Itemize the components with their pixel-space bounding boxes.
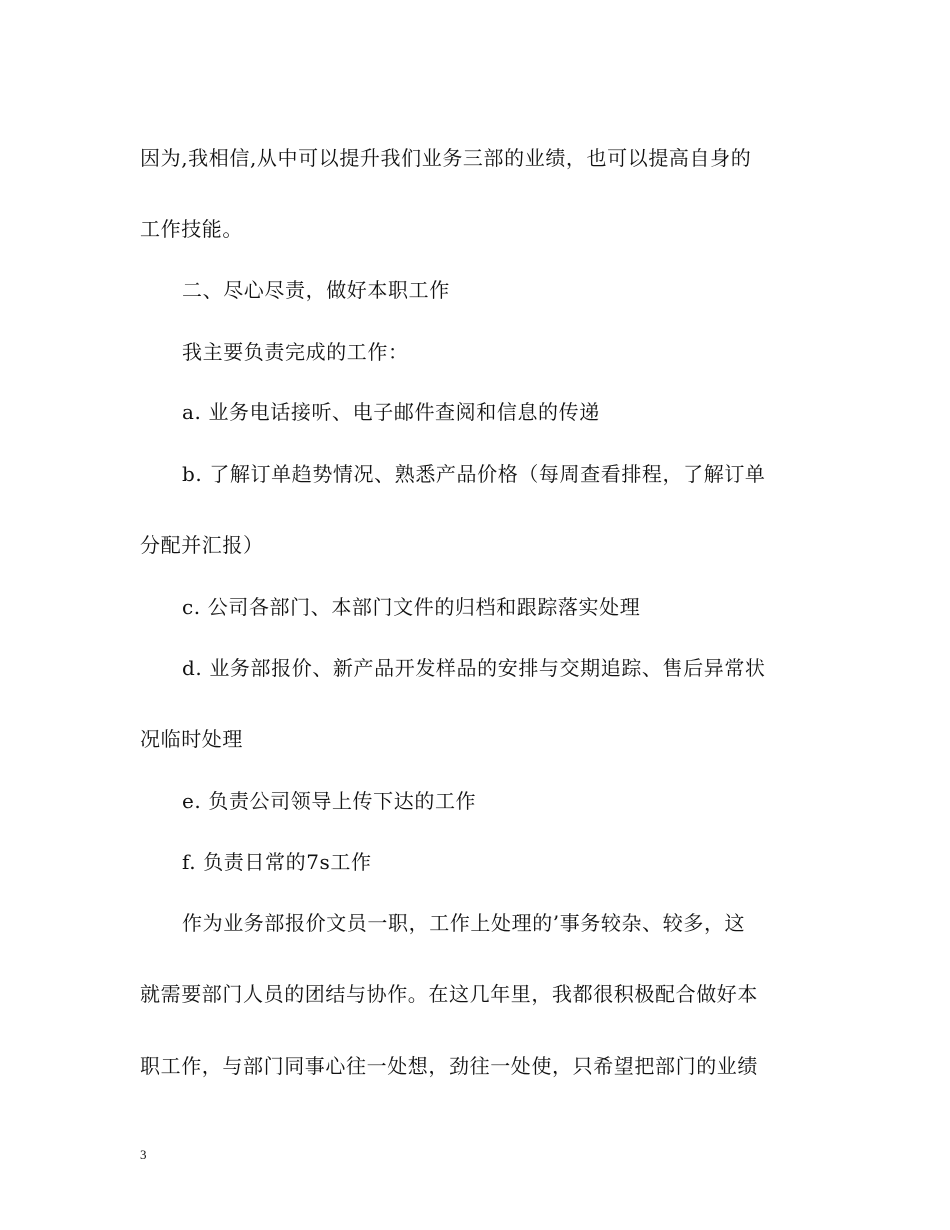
text-line: 因为,我相信,从中可以提升我们业务三部的业绩，也可以提高自身的 [140, 146, 752, 170]
list-item: f. 负责日常的7s工作 [182, 850, 372, 874]
section-heading: 二、尽心尽责，做好本职工作 [182, 278, 450, 302]
text-line: 职工作，与部门同事心往一处想，劲往一处使，只希望把部门的业绩 [140, 1054, 758, 1078]
text-line: 工作技能。 [140, 217, 243, 241]
list-item: e. 负责公司领导上传下达的工作 [182, 789, 477, 813]
list-item: b. 了解订单趋势情况、熟悉产品价格（每周查看排程，了解订单 [182, 462, 766, 486]
list-item: c. 公司各部门、本部门文件的归档和跟踪落实处理 [182, 595, 641, 619]
list-item: a. 业务电话接听、电子邮件查阅和信息的传递 [182, 400, 600, 424]
text-line: 就需要部门人员的团结与协作。在这几年里，我都很积极配合做好本 [140, 982, 758, 1006]
list-item: d. 业务部报价、新产品开发样品的安排与交期追踪、售后异常状 [182, 656, 766, 680]
text-line: 我主要负责完成的工作： [182, 340, 409, 364]
text-line: 况临时处理 [140, 727, 243, 751]
text-line: 分配并汇报） [140, 533, 264, 557]
text-line: 作为业务部报价文员一职，工作上处理的’事务较杂、较多，这 [182, 911, 746, 935]
page-number: 3 [140, 1147, 147, 1162]
